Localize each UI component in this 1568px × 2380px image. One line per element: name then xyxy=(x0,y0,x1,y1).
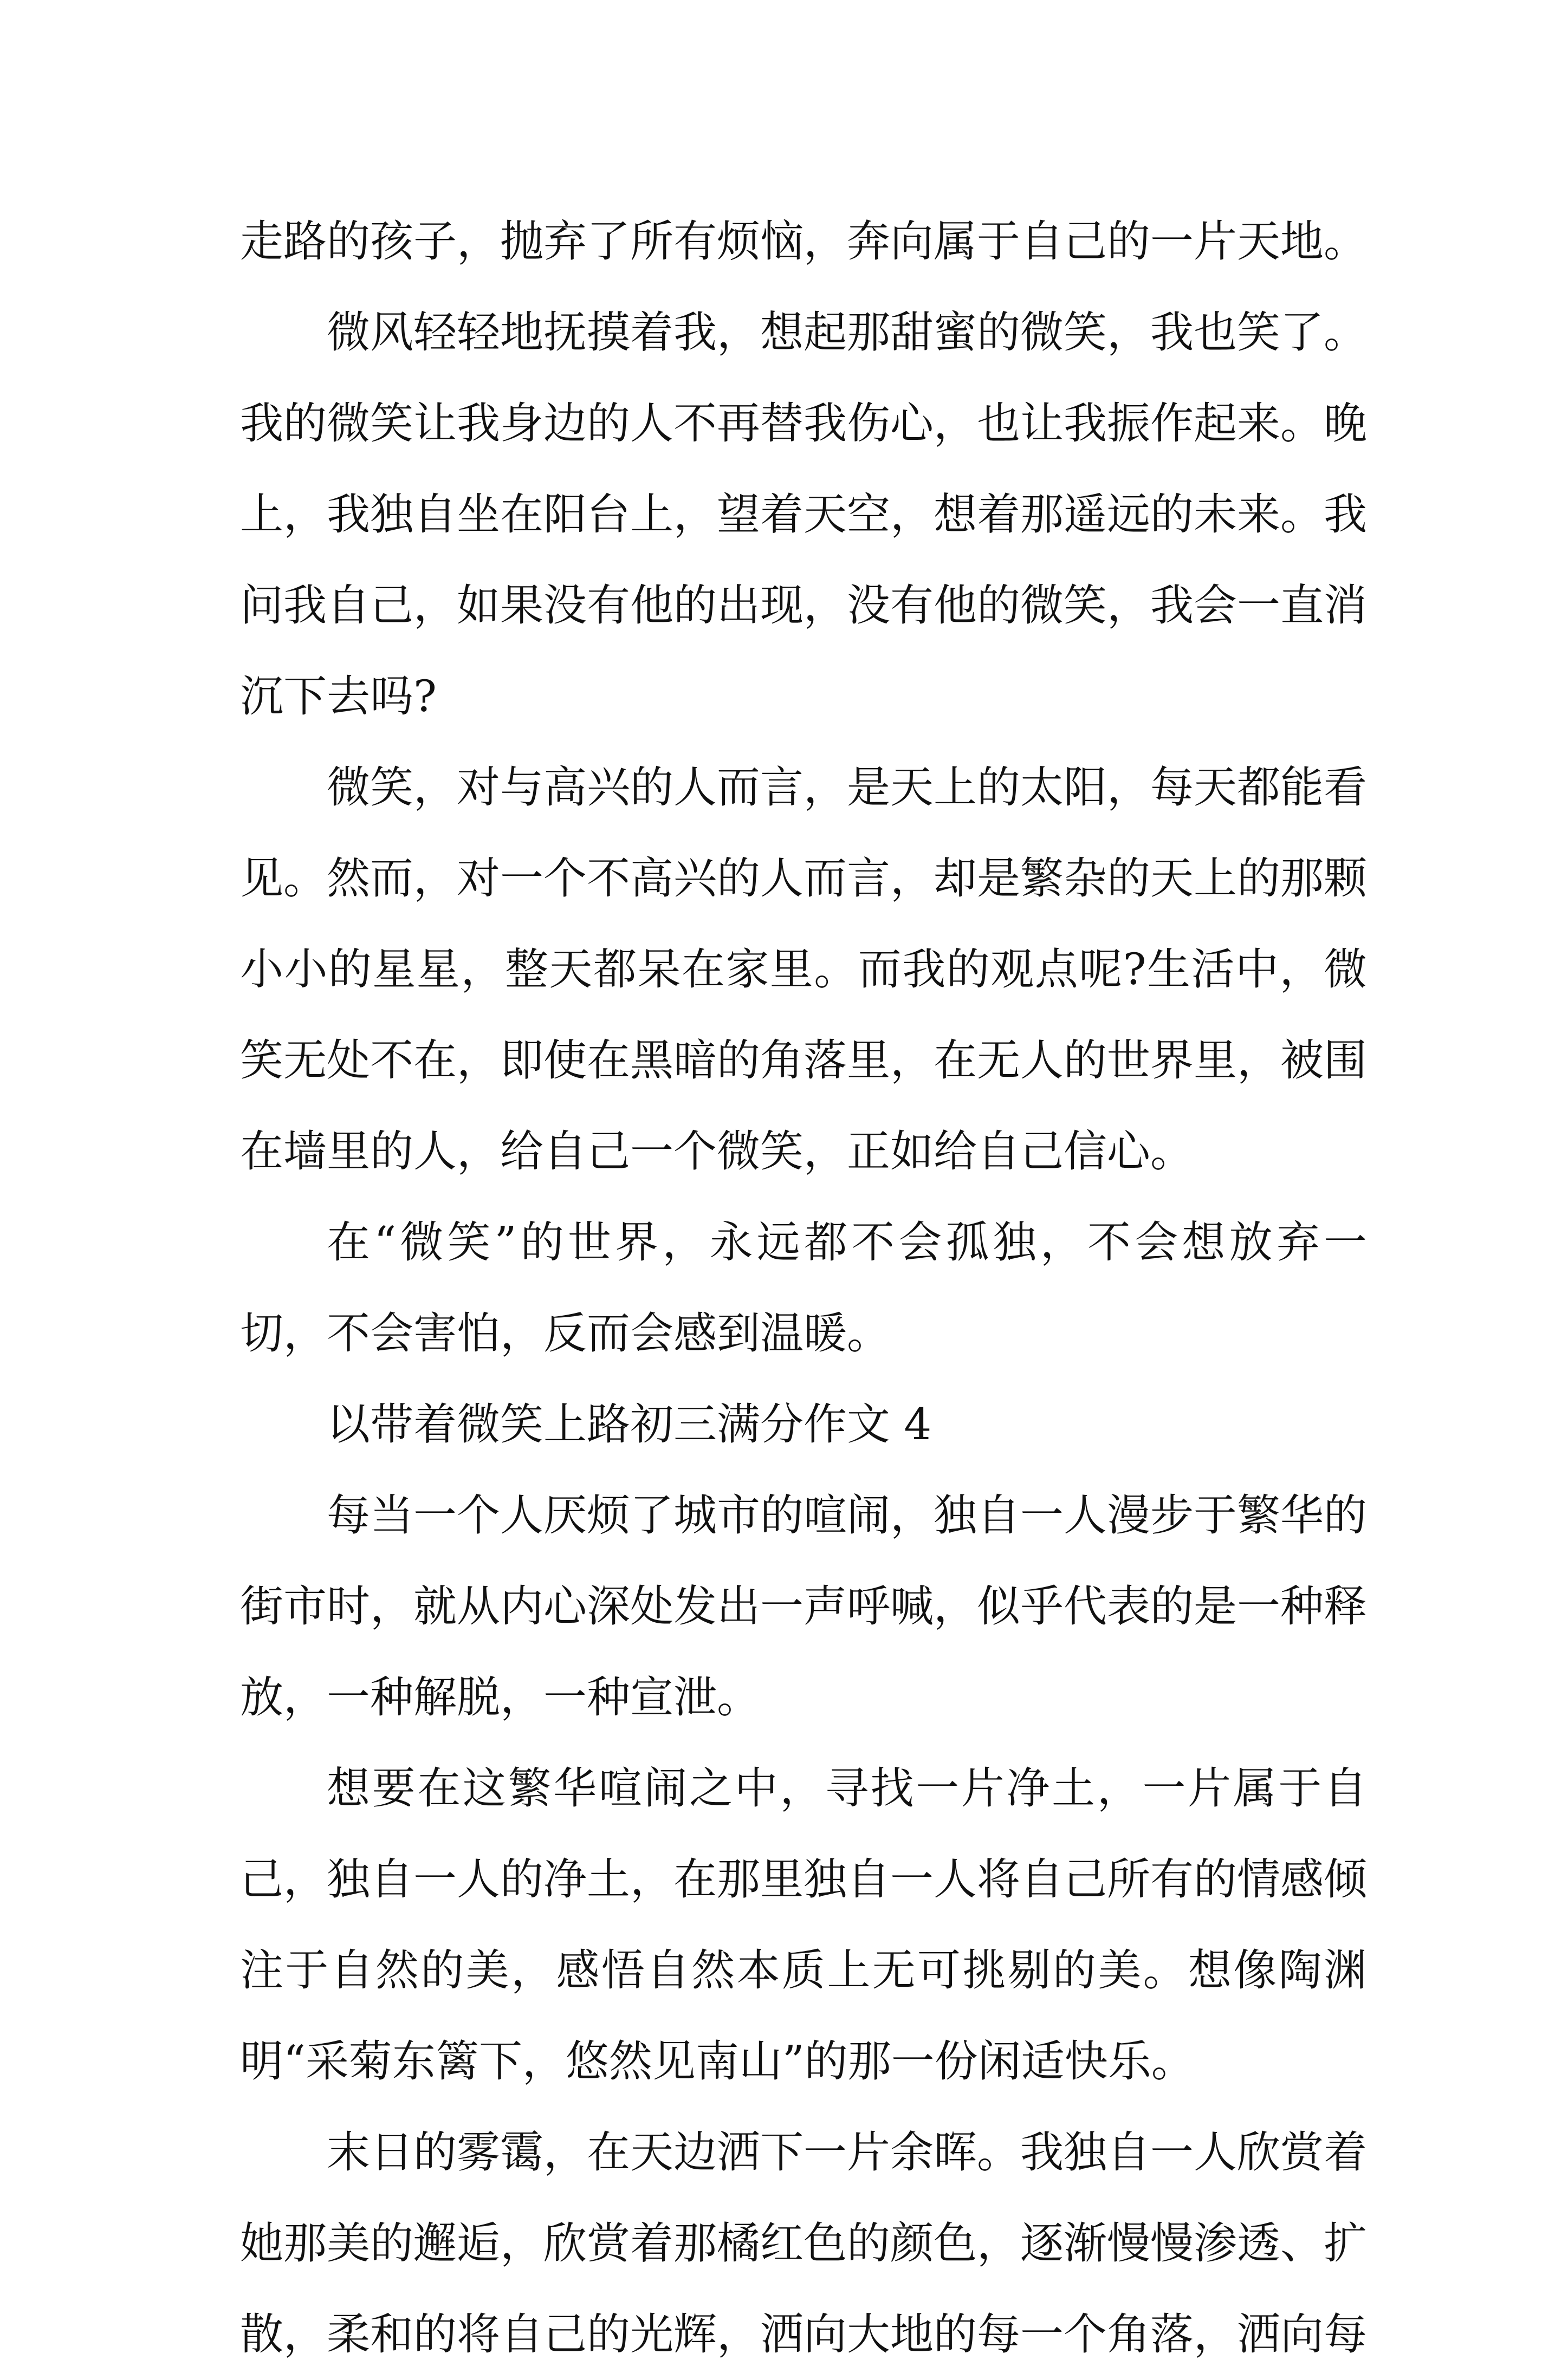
paragraph-city-noise: 每当一个人厌烦了城市的喧闹，独自一人漫步于繁华的街市时，就从内心深处发出一声呼喊，似乎代表的是一种释放，一种解脱，一种宣泄。 xyxy=(240,1490,1367,1722)
paragraph-continuation: 走路的孩子，抛弃了所有烦恼，奔向属于自己的一片天地。 xyxy=(240,216,1367,266)
paragraph-pure-land: 想要在这繁华喧闹之中，寻找一片净土，一片属于自己，独自一人的净土，在那里独自一人将自己所有的情感倾注于自然的美，感悟自然本质上无可挑剔的美。想像陶渊明“采菊东篱下，悠然见南山”的那一份闲适快乐。 xyxy=(240,1763,1367,2086)
paragraph-smile-world: 在“微笑”的世界，永远都不会孤独，不会想放弃一切，不会害怕，反而会感到温暖。 xyxy=(240,1217,1367,1358)
paragraph-breeze: 微风轻轻地抚摸着我，想起那甜蜜的微笑，我也笑了。我的微笑让我身边的人不再替我伤心，也让我振作起来。晚上，我独自坐在阳台上，望着天空，想着那遥远的未来。我问我自己，如果没有他的出现，没有他的微笑，我会一直消沉下去吗? xyxy=(240,307,1367,721)
essay-heading: 以带着微笑上路初三满分作文 4 xyxy=(327,1399,932,1449)
paragraph-sunset: 末日的雾霭，在天边洒下一片余晖。我独自一人欣赏着她那美的邂逅，欣赏着那橘红色的颜色，逐渐慢慢渗透、扩散，柔和的将自己的光辉，洒向大地的每一个角落，洒向每 xyxy=(240,2127,1367,2359)
essay-body xyxy=(240,196,1367,2380)
paragraph-smile-meaning: 微笑，对与高兴的人而言，是天上的太阳，每天都能看见。然而，对一个不高兴的人而言，却是繁杂的天上的那颗小小的星星，整天都呆在家里。而我的观点呢?生活中，微笑无处不在，即使在黑暗的角落里，在无人的世界里，被围在墙里的人，给自己一个微笑，正如给自己信心。 xyxy=(240,762,1367,1176)
